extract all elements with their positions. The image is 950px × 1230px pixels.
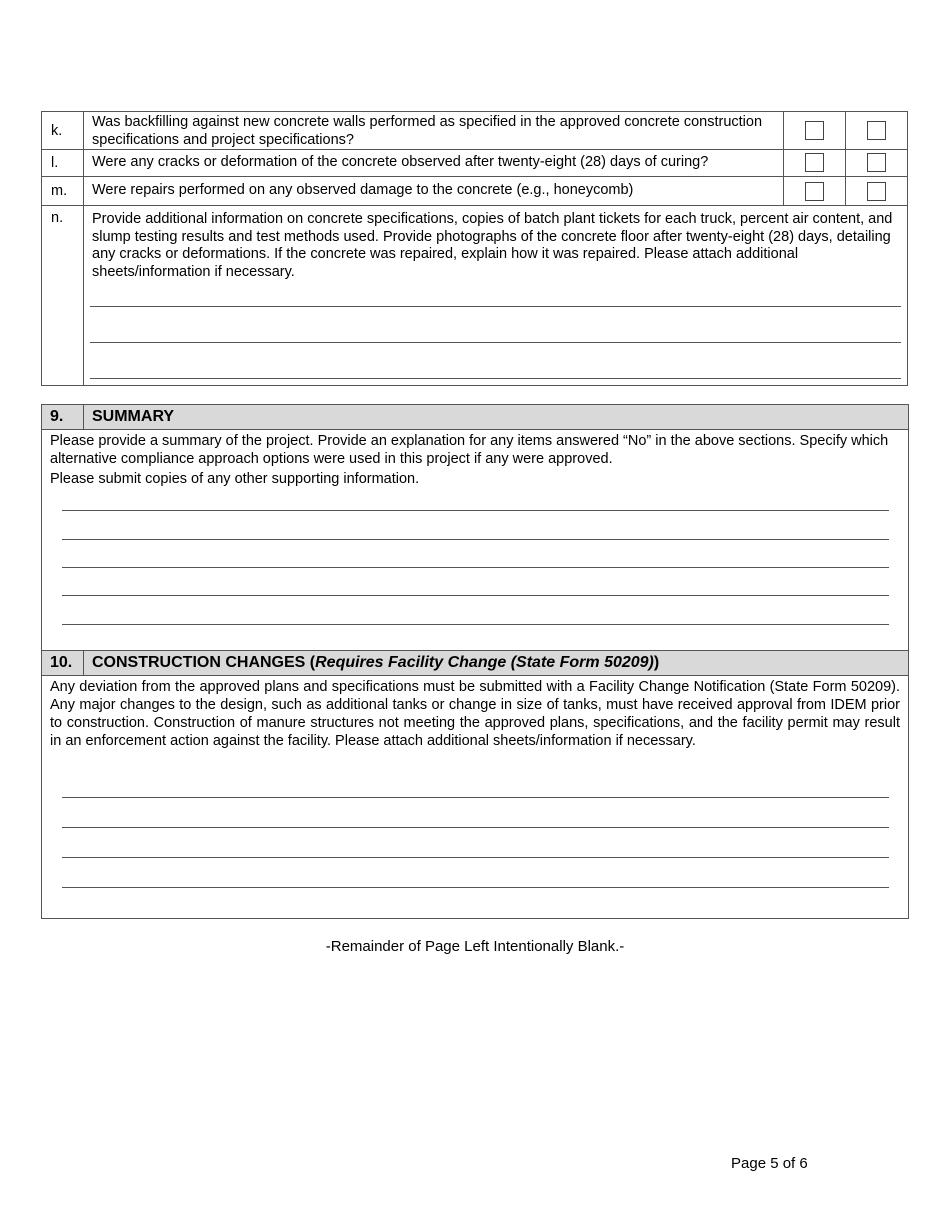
- section-number: 9.: [42, 405, 84, 429]
- no-checkbox[interactable]: [867, 153, 886, 172]
- summary-text-2: Please submit copies of any other supporting information.: [50, 471, 420, 487]
- yes-checkbox[interactable]: [805, 121, 824, 140]
- question-letter: n.: [51, 210, 64, 226]
- summary-header: [42, 405, 908, 430]
- question-text: Were repairs performed on any observed damage to the concrete (e.g., honeycomb): [92, 182, 634, 199]
- question-text: Was backfilling against new concrete walls performed as specified in the approved concrete construction specifications and project specifications?: [92, 114, 763, 148]
- changes-text: Any deviation from the approved plans and specifications must be submitted with a Facility Change Notification (State Form 50209). Any major changes to the design, such as additional tanks or change in size of tanks, must have received approval from IDEM prior to construction. Construction of manure structures not meeting the approved plans, specifications, and the facility permit may result in an enforcement action against the facility. Please attach additional sheets/information if necessary.: [50, 679, 900, 749]
- question-letter: l.: [51, 155, 59, 171]
- answer-line[interactable]: [62, 624, 889, 625]
- yes-checkbox[interactable]: [805, 153, 824, 172]
- table-row: [42, 206, 908, 386]
- answer-line[interactable]: [62, 567, 889, 568]
- concrete-questions-table: [41, 111, 908, 386]
- section-title: CONSTRUCTION CHANGES (Requires Facility Change (State Form 50209)): [92, 654, 660, 671]
- yes-checkbox[interactable]: [805, 182, 824, 201]
- table-row: [42, 112, 908, 150]
- table-row: [42, 150, 908, 177]
- remainder-note: -Remainder of Page Left Intentionally Blank.-: [325, 938, 625, 955]
- section-number: 10.: [42, 651, 84, 675]
- no-checkbox[interactable]: [867, 182, 886, 201]
- answer-line[interactable]: [62, 539, 889, 540]
- answer-line[interactable]: [90, 342, 901, 343]
- summary-text: Please provide a summary of the project. Provide an explanation for any items answered “No” in the above sections. Specify which alternative compliance approach options were used in this project if any were approved.: [50, 433, 889, 467]
- summary-section: [41, 404, 909, 650]
- question-letter: k.: [51, 122, 63, 139]
- answer-line[interactable]: [90, 378, 901, 379]
- question-text: Were any cracks or deformation of the concrete observed after twenty-eight (28) days of curing?: [92, 154, 709, 171]
- summary-instructions: [42, 430, 908, 488]
- question-text: Provide additional information on concrete specifications, copies of batch plant tickets for each truck, percent air content, and slump testing results and test methods used. Provide photographs of the concrete floor after twenty-eight (28) days, detailing any cracks or deformations. If the concrete was repaired, explain how it was repaired. Please attach additional sheets/information if necessary.: [92, 211, 893, 280]
- answer-line[interactable]: [62, 857, 889, 858]
- page-number: Page 5 of 6: [731, 1155, 808, 1172]
- answer-line[interactable]: [62, 510, 889, 511]
- answer-line[interactable]: [62, 887, 889, 888]
- answer-line[interactable]: [62, 797, 889, 798]
- no-checkbox[interactable]: [867, 121, 886, 140]
- section-title: SUMMARY: [92, 408, 175, 425]
- answer-line[interactable]: [62, 827, 889, 828]
- answer-line[interactable]: [90, 306, 901, 307]
- changes-header: [42, 651, 908, 676]
- construction-changes-section: [41, 650, 909, 919]
- answer-line[interactable]: [62, 595, 889, 596]
- table-row: [42, 177, 908, 206]
- question-letter: m.: [51, 183, 68, 199]
